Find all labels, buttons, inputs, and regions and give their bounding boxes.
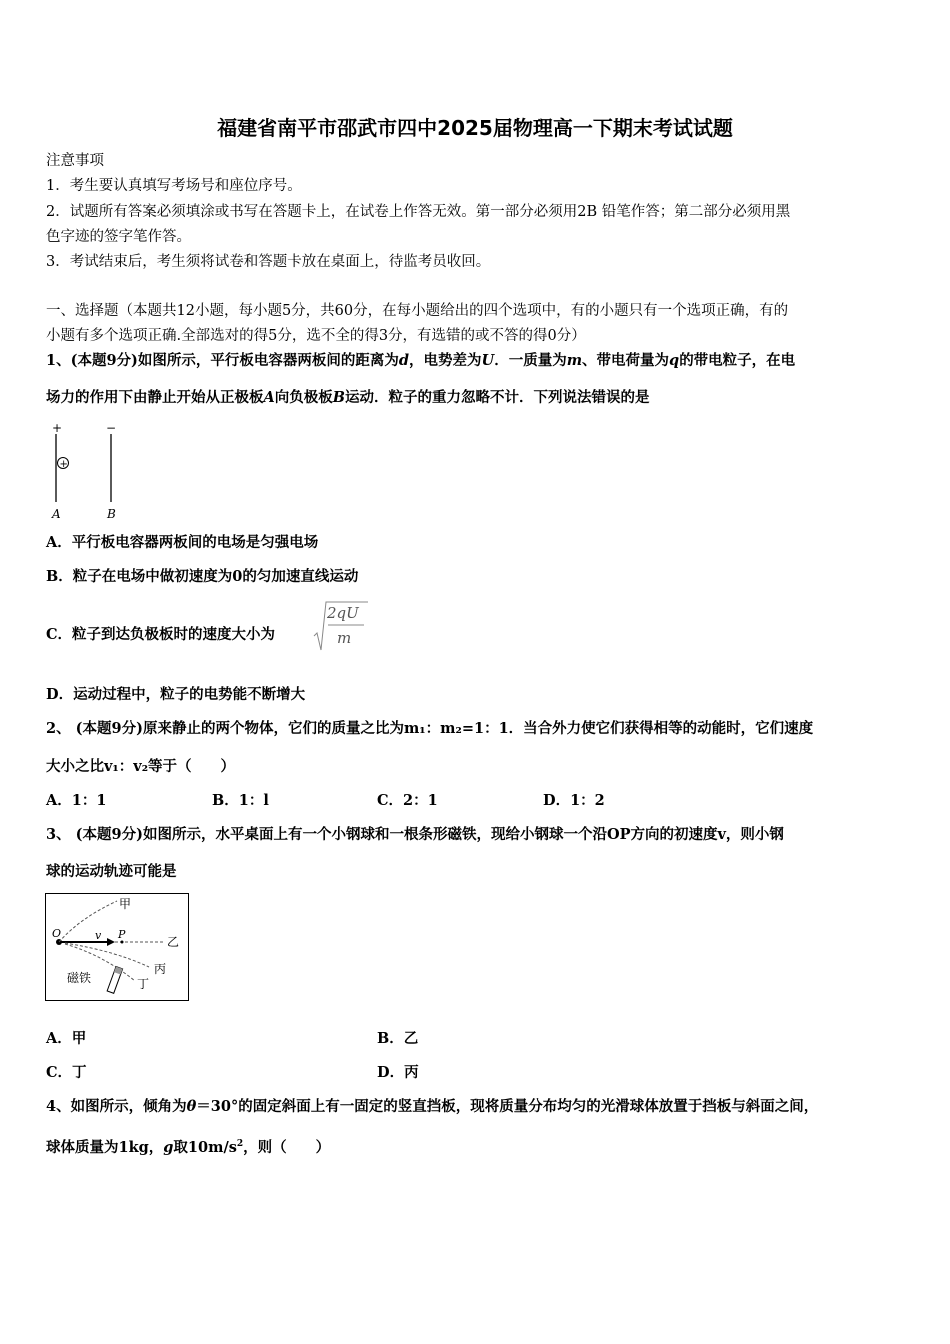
magnet-figure bbox=[45, 893, 190, 1003]
q4-var-g: g bbox=[163, 1138, 174, 1156]
velocity-arrowhead bbox=[107, 938, 115, 946]
q1-text: 1、(本题9分)如图所示，平行板电容器两板间的距离为 bbox=[46, 352, 399, 369]
q1-var-A: A bbox=[263, 389, 275, 406]
question-1-line-2 bbox=[46, 388, 650, 408]
label-bing: 丙 bbox=[154, 962, 167, 976]
capacitor-figure bbox=[40, 420, 140, 524]
section-heading-line: 一、选择题（本题共12小题，每小题5分，共60分，在每小题给出的四个选项中，有的小题只有一个选项正确，有的 bbox=[46, 303, 789, 319]
q4-superscript: 2 bbox=[236, 1139, 244, 1149]
q4-text: 取10m/s bbox=[173, 1138, 237, 1156]
q1-var-q: q bbox=[669, 352, 680, 369]
q4-theta: θ bbox=[186, 1098, 197, 1115]
bar-magnet bbox=[107, 966, 122, 993]
label-v: v bbox=[95, 929, 102, 942]
q4-text: ＝30°的固定斜面上有一固定的竖直挡板，现将质量分布均匀的光滑球体放置于挡板与斜面之间， bbox=[196, 1098, 819, 1115]
notice-heading: 注意事项 bbox=[46, 153, 104, 169]
plate-label-A: A bbox=[52, 507, 61, 521]
formula-denominator: m bbox=[337, 629, 352, 647]
notice-item: 2．试题所有答案必须填涂或书写在答题卡上，在试卷上作答无效。第一部分必须用2B 铅笔作答；第二部分必须用黑 bbox=[46, 204, 791, 220]
q1-option-B: B．粒子在电场中做初速度为0的匀加速直线运动 bbox=[46, 568, 359, 585]
q2-option-D: D．1：2 bbox=[543, 792, 605, 809]
q1-option-A: A．平行板电容器两板间的电场是匀强电场 bbox=[46, 534, 319, 551]
q3-option-C: C．丁 bbox=[46, 1064, 87, 1081]
question-3-line-1: 3、 (本题9分)如图所示，水平桌面上有一个小钢球和一根条形磁铁，现给小钢球一个沿OP方向的初速度v，则小钢 bbox=[46, 826, 784, 843]
q1-option-C: C．粒子到达负极板时的速度大小为 bbox=[46, 626, 276, 643]
q1-var-B: B bbox=[332, 389, 346, 406]
q1-text: 场力的作用下由静止开始从正极板 bbox=[46, 389, 264, 406]
notice-item: 1．考生要认真填写考场号和座位序号。 bbox=[46, 178, 302, 194]
q1-text: 、带电荷量为 bbox=[582, 352, 670, 369]
notice-item: 3．考试结束后，考生须将试卷和答题卡放在桌面上，待监考员收回。 bbox=[46, 254, 491, 270]
question-2-line-1: 2、 (本题9分)原来静止的两个物体，它们的质量之比为m₁：m₂=1：1．当合外力使它们获得相等的动能时，它们速度 bbox=[46, 720, 814, 737]
q1-text: ，电势差为 bbox=[409, 352, 482, 369]
label-P: P bbox=[118, 928, 126, 941]
label-O: O bbox=[52, 927, 62, 940]
plate-label-B: B bbox=[107, 507, 116, 521]
q4-text: 4、如图所示，倾角为 bbox=[46, 1098, 187, 1115]
path-jia bbox=[59, 901, 117, 942]
path-bing bbox=[65, 943, 149, 967]
q1-option-D: D．运动过程中，粒子的电势能不断增大 bbox=[46, 686, 306, 703]
q3-option-D: D．丙 bbox=[377, 1064, 419, 1081]
q2-option-A: A．1：1 bbox=[46, 792, 107, 809]
sqrt-formula bbox=[312, 600, 368, 654]
question-3-line-2: 球的运动轨迹可能是 bbox=[46, 863, 177, 880]
q4-text: 球体质量为1kg， bbox=[46, 1138, 164, 1156]
label-yi: 乙 bbox=[167, 935, 180, 949]
q1-text: 向负极板 bbox=[274, 389, 333, 406]
q1-var-m: m bbox=[566, 352, 583, 369]
q3-option-A: A．甲 bbox=[46, 1030, 87, 1047]
q2-option-B: B．1：l bbox=[212, 792, 269, 809]
formula-numerator: 2qU bbox=[327, 604, 359, 622]
label-jia: 甲 bbox=[119, 897, 132, 911]
q1-var-d: d bbox=[398, 352, 410, 369]
question-2-line-2: 大小之比v₁：v₂等于（ ） bbox=[46, 758, 236, 775]
question-4-line-2 bbox=[46, 1134, 330, 1158]
q2-option-C: C．2：1 bbox=[377, 792, 438, 809]
q4-text: ，则（ ） bbox=[243, 1138, 331, 1156]
minus-sign: − bbox=[106, 421, 117, 435]
plus-sign: + bbox=[52, 421, 63, 435]
section-heading-line: 小题有多个选项正确.全部选对的得5分，选不全的得3分，有选错的或不答的得0分） bbox=[46, 328, 586, 344]
question-1-line-1 bbox=[46, 351, 795, 371]
q1-text: ．一质量为 bbox=[494, 352, 567, 369]
q1-text: 的带电粒子，在电 bbox=[679, 352, 796, 369]
q1-var-U: U bbox=[481, 352, 495, 369]
page-title: 福建省南平市邵武市四中2025届物理高一下期末考试试题 bbox=[217, 116, 733, 140]
label-ding: 丁 bbox=[137, 977, 150, 991]
label-magnet: 磁铁 bbox=[67, 971, 92, 985]
notice-item: 色字迹的签字笔作答。 bbox=[46, 229, 191, 245]
q3-option-B: B．乙 bbox=[377, 1030, 419, 1047]
particle-sign: + bbox=[59, 459, 68, 470]
q1-text: 运动．粒子的重力忽略不计．下列说法错误的是 bbox=[345, 389, 650, 406]
question-4-line-1 bbox=[46, 1097, 818, 1117]
